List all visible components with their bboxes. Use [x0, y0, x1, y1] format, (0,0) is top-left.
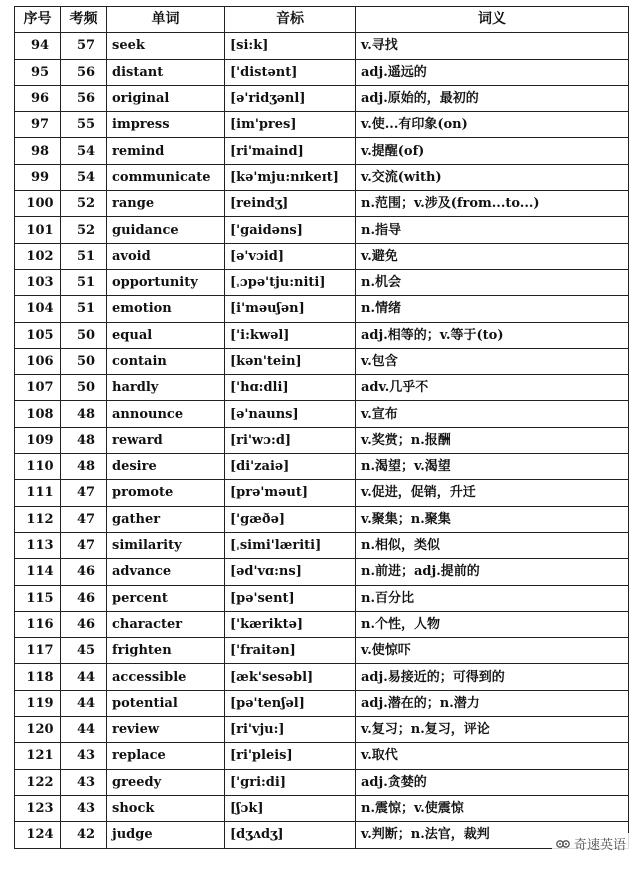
table-row [15, 112, 629, 138]
cell-number: 119 [15, 690, 61, 716]
cell-frequency: 55 [61, 112, 107, 138]
table-row [15, 743, 629, 769]
cell-frequency: 43 [61, 769, 107, 795]
cell-word: announce [107, 401, 225, 427]
cell-number: 101 [15, 217, 61, 243]
cell-meaning: n.个性，人物 [356, 611, 629, 637]
cell-word: range [107, 191, 225, 217]
cell-meaning: n.相似，类似 [356, 532, 629, 558]
cell-meaning: v.交流(with) [356, 164, 629, 190]
cell-word: hardly [107, 375, 225, 401]
cell-number: 109 [15, 427, 61, 453]
cell-phonetic: [kə'mju:nɪkeɪt] [225, 164, 356, 190]
cell-word: similarity [107, 532, 225, 558]
cell-word: equal [107, 322, 225, 348]
cell-frequency: 56 [61, 59, 107, 85]
cell-phonetic: ['fraitən] [225, 638, 356, 664]
cell-phonetic: ['gæðə] [225, 506, 356, 532]
cell-number: 110 [15, 454, 61, 480]
cell-meaning: adj.易接近的；可得到的 [356, 664, 629, 690]
cell-meaning: v.促进，促销，升迁 [356, 480, 629, 506]
cell-number: 94 [15, 33, 61, 59]
cell-word: opportunity [107, 269, 225, 295]
cell-phonetic: [ˌsimi'læriti] [225, 532, 356, 558]
table-header-row [15, 7, 629, 33]
cell-phonetic: [ə'nauns] [225, 401, 356, 427]
cell-number: 98 [15, 138, 61, 164]
cell-meaning: v.宣布 [356, 401, 629, 427]
cell-word: advance [107, 559, 225, 585]
cell-frequency: 54 [61, 138, 107, 164]
cell-meaning: n.范围；v.涉及(from...to...) [356, 191, 629, 217]
cell-phonetic: [dʒʌdʒ] [225, 822, 356, 848]
cell-number: 106 [15, 348, 61, 374]
table-row [15, 138, 629, 164]
cell-phonetic: ['kæriktə] [225, 611, 356, 637]
cell-number: 120 [15, 717, 61, 743]
cell-number: 121 [15, 743, 61, 769]
cell-phonetic: [æk'sesəbl] [225, 664, 356, 690]
cell-phonetic: [ˌɔpə'tju:niti] [225, 269, 356, 295]
cell-number: 117 [15, 638, 61, 664]
cell-meaning: v.取代 [356, 743, 629, 769]
cell-phonetic: [si:k] [225, 33, 356, 59]
cell-phonetic: [pə'tenʃəl] [225, 690, 356, 716]
cell-meaning: n.情绪 [356, 296, 629, 322]
table-row [15, 269, 629, 295]
cell-frequency: 47 [61, 506, 107, 532]
cell-meaning: adv.几乎不 [356, 375, 629, 401]
cell-number: 108 [15, 401, 61, 427]
cell-meaning: v.使惊吓 [356, 638, 629, 664]
table-row [15, 296, 629, 322]
column-header-meaning: 词义 [356, 7, 629, 33]
cell-number: 102 [15, 243, 61, 269]
cell-meaning: adj.原始的，最初的 [356, 85, 629, 111]
cell-word: original [107, 85, 225, 111]
cell-number: 99 [15, 164, 61, 190]
cell-phonetic: [kən'tein] [225, 348, 356, 374]
table-row [15, 532, 629, 558]
cell-phonetic: ['hɑ:dli] [225, 375, 356, 401]
cell-phonetic: [ri'maind] [225, 138, 356, 164]
cell-word: percent [107, 585, 225, 611]
cell-number: 114 [15, 559, 61, 585]
cell-word: shock [107, 795, 225, 821]
watermark-text: 奇速英语 [573, 838, 626, 853]
table-row [15, 795, 629, 821]
cell-word: avoid [107, 243, 225, 269]
cell-meaning: v.包含 [356, 348, 629, 374]
cell-meaning: n.渴望；v.渴望 [356, 454, 629, 480]
cell-phonetic: ['distənt] [225, 59, 356, 85]
cell-number: 104 [15, 296, 61, 322]
table-row [15, 769, 629, 795]
cell-phonetic: [i'məuʃən] [225, 296, 356, 322]
column-header-number: 序号 [15, 7, 61, 33]
cell-phonetic: [ʃɔk] [225, 795, 356, 821]
cell-number: 96 [15, 85, 61, 111]
cell-frequency: 50 [61, 375, 107, 401]
cell-number: 124 [15, 822, 61, 848]
cell-meaning: v.判断；n.法官，裁判 [356, 822, 629, 848]
cell-number: 118 [15, 664, 61, 690]
cell-phonetic: [prə'məut] [225, 480, 356, 506]
table-row [15, 822, 629, 848]
table-row [15, 664, 629, 690]
cell-word: seek [107, 33, 225, 59]
cell-frequency: 52 [61, 217, 107, 243]
cell-number: 116 [15, 611, 61, 637]
cell-word: review [107, 717, 225, 743]
table-row [15, 164, 629, 190]
cell-meaning: n.指导 [356, 217, 629, 243]
cell-phonetic: [ri'wɔ:d] [225, 427, 356, 453]
cell-word: accessible [107, 664, 225, 690]
table-row [15, 454, 629, 480]
cell-number: 103 [15, 269, 61, 295]
cell-number: 112 [15, 506, 61, 532]
table-body [15, 33, 629, 848]
table-row [15, 348, 629, 374]
cell-meaning: n.前进；adj.提前的 [356, 559, 629, 585]
cell-word: distant [107, 59, 225, 85]
vocabulary-table [14, 6, 629, 849]
cell-frequency: 57 [61, 33, 107, 59]
column-header-phonetic: 音标 [225, 7, 356, 33]
table-row [15, 585, 629, 611]
table-row [15, 690, 629, 716]
cell-phonetic: [əd'vɑ:ns] [225, 559, 356, 585]
cell-word: contain [107, 348, 225, 374]
cell-frequency: 50 [61, 322, 107, 348]
cell-phonetic: [pə'sent] [225, 585, 356, 611]
cell-frequency: 46 [61, 611, 107, 637]
cell-number: 122 [15, 769, 61, 795]
table-row [15, 480, 629, 506]
cell-frequency: 46 [61, 559, 107, 585]
cell-word: judge [107, 822, 225, 848]
cell-frequency: 43 [61, 795, 107, 821]
cell-frequency: 51 [61, 296, 107, 322]
cell-frequency: 52 [61, 191, 107, 217]
cell-phonetic: [ə'vɔid] [225, 243, 356, 269]
table-row [15, 322, 629, 348]
cell-meaning: n.百分比 [356, 585, 629, 611]
cell-phonetic: [im'pres] [225, 112, 356, 138]
cell-frequency: 50 [61, 348, 107, 374]
column-header-word: 单词 [107, 7, 225, 33]
cell-word: character [107, 611, 225, 637]
table-row [15, 427, 629, 453]
cell-frequency: 44 [61, 690, 107, 716]
cell-word: frighten [107, 638, 225, 664]
cell-word: emotion [107, 296, 225, 322]
cell-word: potential [107, 690, 225, 716]
cell-word: reward [107, 427, 225, 453]
cell-meaning: v.寻找 [356, 33, 629, 59]
cell-word: impress [107, 112, 225, 138]
cell-meaning: v.避免 [356, 243, 629, 269]
cell-number: 113 [15, 532, 61, 558]
cell-frequency: 46 [61, 585, 107, 611]
cell-number: 95 [15, 59, 61, 85]
cell-meaning: adj.潜在的；n.潜力 [356, 690, 629, 716]
cell-phonetic: ['gri:di] [225, 769, 356, 795]
table-row [15, 243, 629, 269]
cell-phonetic: [ə'ridʒənl] [225, 85, 356, 111]
cell-frequency: 48 [61, 427, 107, 453]
cell-phonetic: ['gaidəns] [225, 217, 356, 243]
cell-number: 111 [15, 480, 61, 506]
cell-meaning: n.机会 [356, 269, 629, 295]
cell-frequency: 51 [61, 243, 107, 269]
cell-frequency: 44 [61, 717, 107, 743]
cell-meaning: adj.遥远的 [356, 59, 629, 85]
table-row [15, 506, 629, 532]
table-row [15, 638, 629, 664]
cell-frequency: 47 [61, 532, 107, 558]
cell-frequency: 48 [61, 454, 107, 480]
cell-phonetic: [ri'pleis] [225, 743, 356, 769]
cell-meaning: v.使...有印象(on) [356, 112, 629, 138]
cell-number: 105 [15, 322, 61, 348]
table-row [15, 59, 629, 85]
cell-meaning: v.奖赏；n.报酬 [356, 427, 629, 453]
cell-number: 100 [15, 191, 61, 217]
cell-word: gather [107, 506, 225, 532]
cell-meaning: v.复习；n.复习，评论 [356, 717, 629, 743]
table-row [15, 33, 629, 59]
cell-number: 115 [15, 585, 61, 611]
cell-word: communicate [107, 164, 225, 190]
vocabulary-sheet [14, 6, 628, 849]
cell-word: replace [107, 743, 225, 769]
cell-meaning: adj.贪婪的 [356, 769, 629, 795]
table-row [15, 611, 629, 637]
cell-meaning: n.震惊；v.使震惊 [356, 795, 629, 821]
column-header-frequency: 考频 [61, 7, 107, 33]
table-row [15, 85, 629, 111]
cell-number: 97 [15, 112, 61, 138]
table-row [15, 191, 629, 217]
cell-meaning: v.提醒(of) [356, 138, 629, 164]
cell-frequency: 45 [61, 638, 107, 664]
cell-frequency: 42 [61, 822, 107, 848]
cell-meaning: v.聚集；n.聚集 [356, 506, 629, 532]
watermark [552, 833, 629, 854]
cell-frequency: 43 [61, 743, 107, 769]
cell-word: promote [107, 480, 225, 506]
table-row [15, 559, 629, 585]
table-row [15, 375, 629, 401]
cell-frequency: 54 [61, 164, 107, 190]
cell-frequency: 48 [61, 401, 107, 427]
cell-word: guidance [107, 217, 225, 243]
cell-number: 107 [15, 375, 61, 401]
cell-word: remind [107, 138, 225, 164]
cell-phonetic: [ri'vju:] [225, 717, 356, 743]
wechat-official-account-icon [555, 837, 571, 851]
cell-frequency: 51 [61, 269, 107, 295]
cell-phonetic: [di'zaiə] [225, 454, 356, 480]
cell-word: greedy [107, 769, 225, 795]
cell-number: 123 [15, 795, 61, 821]
cell-frequency: 47 [61, 480, 107, 506]
table-row [15, 401, 629, 427]
cell-frequency: 44 [61, 664, 107, 690]
table-row [15, 217, 629, 243]
table-row [15, 717, 629, 743]
cell-meaning: adj.相等的；v.等于(to) [356, 322, 629, 348]
cell-word: desire [107, 454, 225, 480]
cell-phonetic: [reindʒ] [225, 191, 356, 217]
cell-phonetic: ['i:kwəl] [225, 322, 356, 348]
cell-frequency: 56 [61, 85, 107, 111]
